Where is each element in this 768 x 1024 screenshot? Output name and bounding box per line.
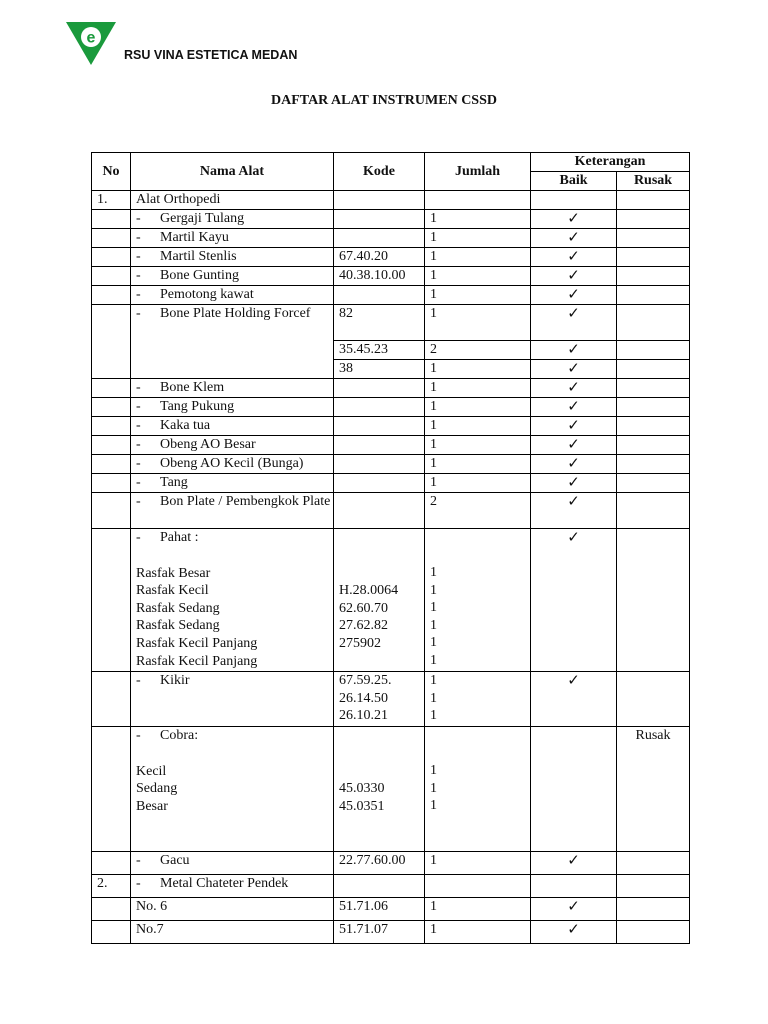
sub-quantity: 1 [430, 673, 437, 688]
item-name: Kaka tua [160, 418, 211, 433]
item-quantity [425, 191, 531, 210]
item-quantity: 1 [425, 921, 531, 944]
status-broken [617, 921, 690, 944]
sub-code: 26.10.21 [339, 708, 388, 724]
header-jumlah: Jumlah [425, 153, 531, 191]
sub-item: Sedang [136, 781, 178, 797]
status-broken [617, 267, 690, 286]
dash-marker: - [136, 853, 141, 868]
item-quantity: 2 [425, 493, 531, 529]
header-baik: Baik [531, 172, 617, 191]
item-code [334, 875, 425, 898]
check-icon: ✓ [531, 248, 617, 267]
status-broken [617, 248, 690, 267]
sub-item: Besar [136, 798, 168, 814]
item-name: No. 6 [131, 898, 334, 921]
check-icon: ✓ [531, 379, 617, 398]
item-name-cell [131, 305, 334, 379]
sub-code: 45.0330 [339, 781, 385, 796]
item-code [334, 455, 425, 474]
check-icon: ✓ [531, 286, 617, 305]
item-code: 40.38.10.00 [334, 267, 425, 286]
row-number: 1. [92, 191, 131, 210]
item-quantity [425, 529, 531, 672]
item-quantity: 2 [425, 341, 531, 360]
table-row [92, 474, 690, 493]
sub-item: Kecil [136, 763, 167, 779]
dash-marker: - [136, 475, 141, 490]
item-name-cell [131, 529, 334, 672]
item-quantity: 1 [425, 852, 531, 875]
dash-marker: - [136, 530, 141, 545]
item-name: Pahat : [160, 530, 199, 545]
status-broken [617, 360, 690, 379]
item-name: Pemotong kawat [160, 287, 254, 302]
check-icon: ✓ [531, 436, 617, 455]
item-code: 38 [334, 360, 425, 379]
item-quantity: 1 [425, 267, 531, 286]
item-name: Bon Plate / Pembengkok Plate [160, 494, 331, 509]
check-icon: ✓ [531, 267, 617, 286]
check-icon: ✓ [531, 493, 617, 529]
check-icon: ✓ [531, 529, 617, 672]
item-name: Bone Gunting [160, 268, 239, 283]
table-row [92, 921, 690, 944]
item-quantity: 1 [425, 417, 531, 436]
header-nama-alat: Nama Alat [131, 153, 334, 191]
dash-marker: - [136, 211, 141, 226]
table-row [92, 267, 690, 286]
header-kode: Kode [334, 153, 425, 191]
item-name: Bone Klem [160, 380, 225, 395]
dash-marker: - [136, 418, 141, 433]
header-rusak: Rusak [617, 172, 690, 191]
status-broken [617, 672, 690, 727]
dash-marker: - [136, 456, 141, 471]
item-name: Cobra: [160, 728, 199, 743]
item-quantity: 1 [425, 398, 531, 417]
sub-code: 275902 [339, 635, 381, 651]
sub-item: Rasfak Kecil [136, 583, 209, 599]
item-name-cell [131, 455, 334, 474]
table-row [92, 305, 690, 341]
item-name-cell [131, 210, 334, 229]
item-name: Martil Kayu [160, 230, 229, 245]
sub-item: Rasfak Kecil Panjang [136, 653, 258, 669]
sub-quantity: 1 [430, 690, 437, 706]
status-broken [617, 417, 690, 436]
check-icon: ✓ [531, 341, 617, 360]
status-good [531, 191, 617, 210]
item-name-cell [131, 875, 334, 898]
sub-quantity: 1 [430, 798, 437, 814]
sub-item: Rasfak Sedang [136, 600, 220, 616]
sub-quantity: 1 [430, 763, 437, 778]
item-name: Tang [160, 475, 188, 490]
table-row [92, 852, 690, 875]
sub-quantity: 1 [430, 708, 437, 724]
status-broken [617, 852, 690, 875]
check-icon: ✓ [531, 398, 617, 417]
check-icon: ✓ [531, 921, 617, 944]
sub-code: 26.14.50 [339, 690, 388, 706]
item-code [334, 436, 425, 455]
item-code [334, 529, 425, 672]
table-row [92, 191, 690, 210]
item-quantity: 1 [425, 898, 531, 921]
table-row [92, 379, 690, 398]
status-broken [617, 875, 690, 898]
item-code [334, 379, 425, 398]
item-name-cell [131, 248, 334, 267]
table-row [92, 229, 690, 248]
dash-marker: - [136, 876, 141, 891]
table-row [92, 417, 690, 436]
sub-quantity: 1 [430, 600, 437, 616]
item-quantity: 1 [425, 360, 531, 379]
item-name: Gacu [160, 853, 190, 868]
status-broken [617, 529, 690, 672]
item-name: Metal Chateter Pendek [160, 876, 289, 891]
table-row [92, 248, 690, 267]
item-quantity: 1 [425, 379, 531, 398]
status-broken: Rusak [617, 727, 690, 852]
check-icon: ✓ [531, 210, 617, 229]
item-code: 51.71.07 [334, 921, 425, 944]
check-icon: ✓ [531, 360, 617, 379]
sub-code: 27.62.82 [339, 618, 388, 634]
check-icon: ✓ [531, 417, 617, 436]
item-quantity: 1 [425, 474, 531, 493]
item-quantity: 1 [425, 286, 531, 305]
dash-marker: - [136, 306, 141, 321]
item-quantity: 1 [425, 229, 531, 248]
status-broken [617, 341, 690, 360]
logo-letter: e [86, 29, 96, 47]
check-icon: ✓ [531, 852, 617, 875]
check-icon: ✓ [531, 898, 617, 921]
item-quantity [425, 672, 531, 727]
dash-marker: - [136, 380, 141, 395]
status-broken [617, 286, 690, 305]
status-good [531, 727, 617, 852]
item-code: 35.45.23 [334, 341, 425, 360]
check-icon: ✓ [531, 229, 617, 248]
sub-code: 62.60.70 [339, 600, 388, 616]
dash-marker: - [136, 728, 141, 743]
item-code [334, 417, 425, 436]
item-name-cell [131, 398, 334, 417]
item-name: Bone Plate Holding Forcef [160, 306, 311, 321]
item-name-cell [131, 727, 334, 852]
sub-quantity: 1 [430, 635, 437, 651]
table-row [92, 493, 690, 529]
item-name: Alat Orthopedi [131, 191, 334, 210]
status-broken [617, 229, 690, 248]
check-icon: ✓ [531, 455, 617, 474]
item-name-cell [131, 379, 334, 398]
table-row [92, 898, 690, 921]
sub-item: Rasfak Besar [136, 565, 211, 581]
item-name-cell [131, 852, 334, 875]
item-name: Obeng AO Kecil (Bunga) [160, 456, 304, 471]
instrument-table [91, 152, 690, 944]
status-broken [617, 474, 690, 493]
item-quantity: 1 [425, 305, 531, 341]
status-broken [617, 898, 690, 921]
item-code [334, 474, 425, 493]
table-row [92, 436, 690, 455]
dash-marker: - [136, 287, 141, 302]
item-code [334, 286, 425, 305]
item-code [334, 210, 425, 229]
item-name: Gergaji Tulang [160, 211, 245, 226]
dash-marker: - [136, 230, 141, 245]
sub-item: Rasfak Sedang [136, 618, 220, 634]
check-icon: ✓ [531, 672, 617, 727]
sub-quantity: 1 [430, 617, 437, 633]
status-good [531, 875, 617, 898]
dash-marker: - [136, 399, 141, 414]
item-name-cell [131, 229, 334, 248]
check-icon: ✓ [531, 305, 617, 341]
dash-marker: - [136, 268, 141, 283]
sub-quantity: 1 [430, 780, 437, 796]
item-name-cell [131, 436, 334, 455]
item-code [334, 727, 425, 852]
item-name: No.7 [131, 921, 334, 944]
item-quantity: 1 [425, 210, 531, 229]
sub-code: 67.59.25. [339, 673, 392, 688]
item-code [334, 191, 425, 210]
table-row [92, 210, 690, 229]
item-quantity [425, 875, 531, 898]
status-broken [617, 379, 690, 398]
item-quantity: 1 [425, 436, 531, 455]
status-broken [617, 455, 690, 474]
item-code [334, 672, 425, 727]
status-broken [617, 436, 690, 455]
document-title: DAFTAR ALAT INSTRUMEN CSSD [271, 93, 497, 108]
dash-marker: - [136, 494, 141, 509]
item-name-cell [131, 672, 334, 727]
sub-code: H.28.0064 [339, 583, 399, 598]
table-row [92, 529, 690, 672]
status-broken [617, 493, 690, 529]
header-keterangan: Keterangan [531, 153, 690, 172]
status-broken [617, 305, 690, 341]
check-icon: ✓ [531, 474, 617, 493]
item-name: Kikir [160, 673, 190, 688]
table-row [92, 875, 690, 898]
item-code [334, 493, 425, 529]
item-name: Tang Pukung [160, 399, 235, 414]
dash-marker: - [136, 673, 141, 688]
item-quantity [425, 727, 531, 852]
sub-code: 45.0351 [339, 798, 385, 814]
item-name-cell [131, 267, 334, 286]
dash-marker: - [136, 249, 141, 264]
hospital-logo [66, 20, 116, 66]
status-broken [617, 398, 690, 417]
item-quantity: 1 [425, 455, 531, 474]
table-row [92, 455, 690, 474]
item-code: 51.71.06 [334, 898, 425, 921]
item-code: 82 [334, 305, 425, 341]
table-row [92, 672, 690, 727]
item-name: Martil Stenlis [160, 249, 237, 264]
item-quantity: 1 [425, 248, 531, 267]
header-no: No [92, 153, 131, 191]
item-name-cell [131, 286, 334, 305]
item-code: 22.77.60.00 [334, 852, 425, 875]
item-code [334, 398, 425, 417]
table-row [92, 398, 690, 417]
sub-quantity: 1 [430, 652, 437, 668]
item-name: Obeng AO Besar [160, 437, 256, 452]
item-code [334, 229, 425, 248]
organization-name: RSU VINA ESTETICA MEDAN [124, 48, 298, 62]
sub-quantity: 1 [430, 582, 437, 598]
item-name-cell [131, 493, 334, 529]
status-broken [617, 191, 690, 210]
table-row [92, 727, 690, 852]
sub-item: Rasfak Kecil Panjang [136, 635, 258, 651]
item-name-cell [131, 474, 334, 493]
dash-marker: - [136, 437, 141, 452]
item-name-cell [131, 417, 334, 436]
sub-quantity: 1 [430, 565, 437, 580]
status-broken [617, 210, 690, 229]
table-row [92, 286, 690, 305]
row-number: 2. [92, 875, 131, 898]
item-code: 67.40.20 [334, 248, 425, 267]
